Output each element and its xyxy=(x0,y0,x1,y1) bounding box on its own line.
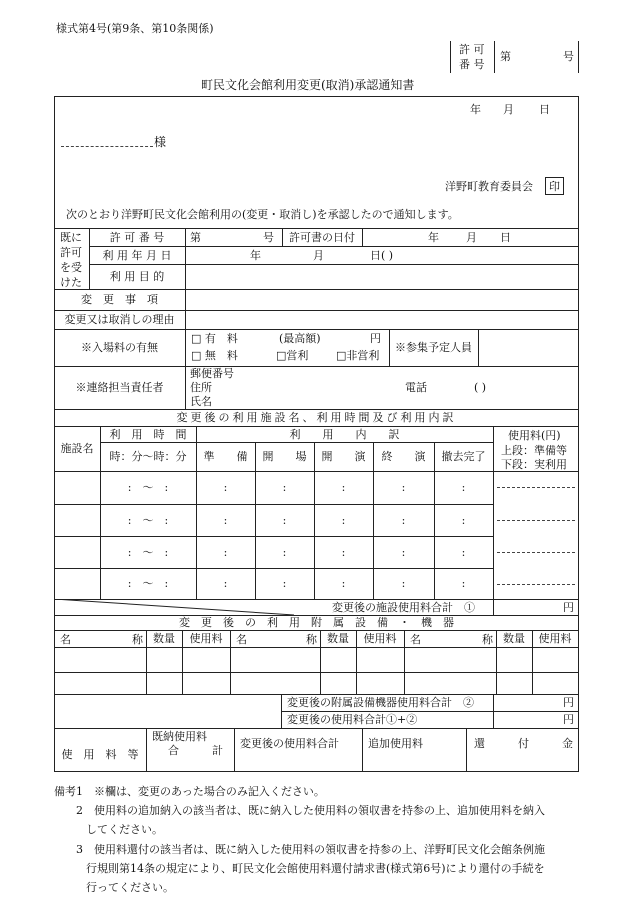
paid-label: 有 料 xyxy=(204,332,238,345)
issuer-name: 洋野町教育委員会 xyxy=(445,180,533,193)
note-3-cont-2: 行ってください。 xyxy=(86,881,174,894)
row-colon: : xyxy=(341,545,346,559)
facility-label: 施設名 xyxy=(60,442,94,455)
postal-label: 郵便番号 xyxy=(190,367,234,380)
free-option[interactable] xyxy=(191,350,238,361)
checkbox-paid[interactable]: □ xyxy=(191,332,202,345)
row-time: : ～ : xyxy=(127,577,169,590)
note-3: 3 使用料還付の該当者は、既に納入した使用料の領収書を持参の上、洋野町民文化会館条例施 xyxy=(76,843,545,856)
fee-label: 使用料(円) xyxy=(508,429,561,442)
change-item-label: 変 更 事 項 xyxy=(81,293,158,306)
purpose-label: 利 用 目 的 xyxy=(109,270,165,283)
col-fee: 使用料 xyxy=(538,632,572,645)
col-name: 名 xyxy=(236,633,247,646)
row-colon: : xyxy=(282,513,287,527)
facility-subtotal-label: 変更後の施設使用料合計 ① xyxy=(332,601,475,614)
paid-option[interactable] xyxy=(191,333,238,344)
paid-label-2: 合 計 xyxy=(168,744,223,757)
admission-label: ※入場料の有無 xyxy=(81,341,158,354)
col-sho: 称 xyxy=(482,633,493,646)
permit-dai: 第 xyxy=(500,50,511,63)
row-colon: : xyxy=(461,481,466,494)
checkbox-nonprofit[interactable]: □ xyxy=(336,349,347,362)
row-colon: : xyxy=(341,577,346,590)
addressee-line xyxy=(61,146,153,147)
time-format: 時：分～時：分 xyxy=(109,450,187,463)
section1-heading: 変更後の利用施設名、利用時間及び利用内訳 xyxy=(176,411,457,424)
row-time: : ～ : xyxy=(127,481,169,494)
col-sho: 称 xyxy=(132,633,143,646)
permit-date-label: 許可書の日付 xyxy=(289,230,355,244)
tel-paren: ( ) xyxy=(474,381,487,394)
side-label-4: けた xyxy=(60,276,82,289)
side-label-1: 既に xyxy=(60,231,82,244)
date-month: 月 xyxy=(503,103,514,116)
permit-no-label: 許 可 番 号 xyxy=(109,230,165,244)
facility-subtotal-yen: 円 xyxy=(563,601,574,614)
col-cleanup: 撤去完了 xyxy=(441,450,486,463)
col-qty: 数量 xyxy=(153,632,175,645)
row-colon: : xyxy=(282,545,287,559)
row-colon: : xyxy=(401,545,406,559)
note-2: 2 使用料の追加納入の該当者は、既に納入した使用料の領収書を持参の上、追加使用料を納入 xyxy=(76,804,545,817)
nonprofit-option[interactable] xyxy=(336,350,379,361)
checkbox-free[interactable]: □ xyxy=(191,349,202,362)
row-colon: : xyxy=(223,577,228,590)
col-sho: 称 xyxy=(306,633,317,646)
diagonal-strike xyxy=(54,599,294,615)
row-colon: : xyxy=(282,481,287,494)
contact-label: ※連絡担当責任者 xyxy=(75,381,164,394)
use-date-label: 利 用 年 月 日 xyxy=(102,248,172,262)
time-label: 利 用 時 間 xyxy=(109,427,187,441)
equipment-subtotal-yen: 円 xyxy=(563,696,574,709)
name-label: 氏名 xyxy=(190,395,212,408)
permit-date-year: 年 xyxy=(428,231,439,244)
col-qty: 数量 xyxy=(327,632,349,645)
row-colon: : xyxy=(341,481,346,494)
col-name: 名 xyxy=(60,633,71,646)
grand-total-label: 変更後の使用料合計①+② xyxy=(287,713,418,726)
fees-label: 使 用 料 等 xyxy=(61,748,139,761)
row-colon: : xyxy=(282,577,287,590)
permit-label-1: 許 可 xyxy=(459,43,485,56)
reason-label: 変更又は取消しの理由 xyxy=(64,313,175,326)
attendees-label: ※参集予定人員 xyxy=(395,341,472,354)
address-label: 住所 xyxy=(190,381,212,394)
max-fee-yen: 円 xyxy=(370,332,381,345)
profit-label: 営利 xyxy=(286,349,309,362)
col-end: 終 演 xyxy=(381,450,426,463)
permit-date-day: 日 xyxy=(500,231,511,244)
permit-date-month: 月 xyxy=(466,231,477,244)
row-colon: : xyxy=(223,481,228,494)
intro-text: 次のとおり洋野町民文化会館利用の(変更・取消し)を承認したので通知します。 xyxy=(66,208,459,221)
content-label: 利 用 内 訳 xyxy=(289,427,400,441)
date-day: 日 xyxy=(539,103,550,116)
additional-fee-label: 追加使用料 xyxy=(368,737,423,750)
equipment-subtotal-label: 変更後の附属設備機器使用料合計 ② xyxy=(287,696,474,709)
side-label-2: 許可 xyxy=(60,246,82,259)
row-colon: : xyxy=(461,577,466,590)
seal-mark: 印 xyxy=(545,177,564,195)
checkbox-profit[interactable]: □ xyxy=(276,349,287,362)
grand-total-yen: 円 xyxy=(563,713,574,726)
col-fee: 使用料 xyxy=(189,632,223,645)
fee-sub-1: 上段：準備等 xyxy=(501,444,567,457)
profit-option[interactable] xyxy=(276,350,308,361)
row-colon: : xyxy=(223,545,228,559)
fee-sub-2: 下段：実利用 xyxy=(501,458,567,471)
note-3-cont-1: 行規則第14条の規定により、町民文化会館使用料還付請求書(様式第6号)により還付の手続を xyxy=(86,862,545,875)
permit-label-2: 番 号 xyxy=(459,58,485,71)
row-colon: : xyxy=(341,513,346,527)
col-qty: 数量 xyxy=(503,632,525,645)
row-colon: : xyxy=(461,545,466,559)
col-start: 開 演 xyxy=(321,450,366,463)
row-dai: 第 xyxy=(190,231,201,244)
note-1: 備考1 ※欄は、変更のあった場合のみ記入ください。 xyxy=(54,785,325,798)
tel-label: 電話 xyxy=(405,381,427,394)
page-title: 町民文化会館利用変更(取消)承認通知書 xyxy=(201,78,415,92)
free-label: 無 料 xyxy=(204,349,238,362)
form-number: 様式第4号(第9条、第10条関係) xyxy=(56,22,214,35)
row-go: 号 xyxy=(263,231,274,244)
changed-total-label: 変更後の使用料合計 xyxy=(240,737,339,750)
use-date-year: 年 xyxy=(250,249,261,262)
permit-go: 号 xyxy=(563,50,574,63)
note-2-cont: してください。 xyxy=(86,823,163,836)
row-time: : ～ : xyxy=(127,513,169,527)
date-year: 年 xyxy=(470,103,481,116)
side-label-3: を受 xyxy=(60,261,82,274)
section2-heading: 変 更 後 の 利 用 附 属 設 備 ・ 機 器 xyxy=(179,616,454,629)
use-date-month: 月 xyxy=(313,249,324,262)
row-colon: : xyxy=(401,513,406,527)
row-colon: : xyxy=(461,513,466,527)
use-date-day: 日( ) xyxy=(370,249,394,262)
row-colon: : xyxy=(401,577,406,590)
row-time: : ～ : xyxy=(127,545,169,559)
row-colon: : xyxy=(223,513,228,527)
addressee-suffix: 様 xyxy=(154,135,167,149)
col-prep: 準 備 xyxy=(203,450,248,463)
refund-label: 還 付 金 xyxy=(474,737,573,750)
paid-label-1: 既納使用料 xyxy=(152,730,207,743)
row-colon: : xyxy=(401,481,406,494)
max-fee-label: (最高額) xyxy=(279,332,321,345)
col-fee: 使用料 xyxy=(363,632,397,645)
nonprofit-label: 非営利 xyxy=(346,349,380,362)
col-open: 開 場 xyxy=(262,450,307,463)
col-name: 名 xyxy=(410,633,421,646)
